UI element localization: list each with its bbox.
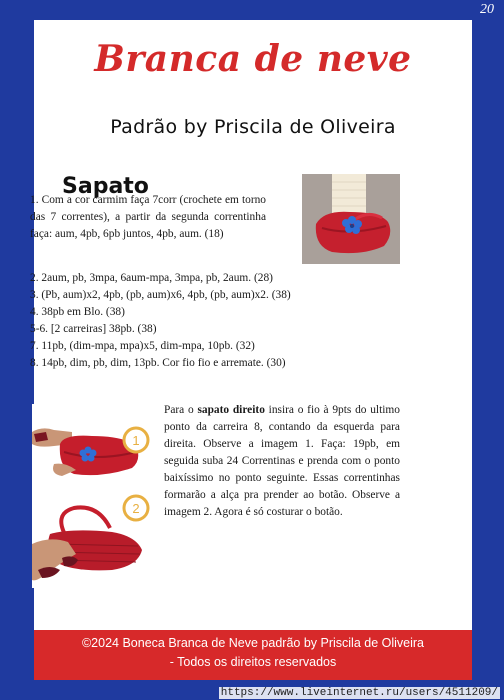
pattern-step: 5-6. [2 carreiras] 38pb. (38) <box>30 323 157 335</box>
instructions-text: insira o fio à 9pts do ultimo ponto da carreira 8, contando da esquerda para direita. Observe a imagem 1. Faça: 19pb, em seguida suba 24 Correntinas e prenda com o ponto baixíssimo no ponto seguinte. Essas correntinhas formarão a alça pra prender ao botão. Observe a imagem 2. Agora é só costurar o botão. <box>164 404 400 518</box>
shoe-illustration <box>302 174 400 264</box>
pattern-step: 8. 14pb, dim, pb, dim, 13pb. Cor fio fio e arremate. (30) <box>30 357 286 369</box>
hand-photos <box>32 404 154 588</box>
shoe-photo <box>302 174 400 264</box>
hand-illustration <box>32 404 154 588</box>
pattern-step: 2. 2aum, pb, 3mpa, 6aum-mpa, 3mpa, pb, 2aum. (28) <box>30 272 273 284</box>
instructions-bold: sapato direito <box>197 404 265 416</box>
section-heading: Sapato <box>62 174 149 199</box>
page-subtitle: Padrão by Priscila de Oliveira <box>110 116 396 138</box>
pattern-step: 3. (Pb, aum)x2, 4pb, (pb, aum)x6, 4pb, (pb, aum)x2. (38) <box>30 289 291 301</box>
footer-line-2: - Todos os direitos reservados <box>169 655 337 669</box>
callout-label-1: 1 <box>132 433 140 448</box>
right-shoe-instructions <box>164 402 400 521</box>
pattern-step: 7. 11pb, (dim-mpa, mpa)x5, dim-mpa, 10pb. (32) <box>30 340 255 352</box>
watermark-url[interactable]: https://www.liveinternet.ru/users/4511209/ <box>220 687 498 699</box>
page-title: Branca de neve <box>94 38 412 80</box>
page-number: 20 <box>480 2 494 17</box>
copyright-footer <box>34 630 472 680</box>
instructions-intro: Para o <box>164 404 198 416</box>
pattern-steps <box>30 270 410 372</box>
pattern-step-1: 1. Com a cor carmim faça 7corr (crochete em torno das 7 correntes), a partir da segunda correntinha faça: aum, 4pb, 6pb juntos, 4pb, aum. (18) <box>30 194 266 240</box>
pattern-step: 4. 38pb em Blo. (38) <box>30 306 125 318</box>
footer-line-1: ©2024 Boneca Branca de Neve padrão by Priscila de Oliveira <box>81 636 425 650</box>
callout-label-2: 2 <box>132 501 140 516</box>
